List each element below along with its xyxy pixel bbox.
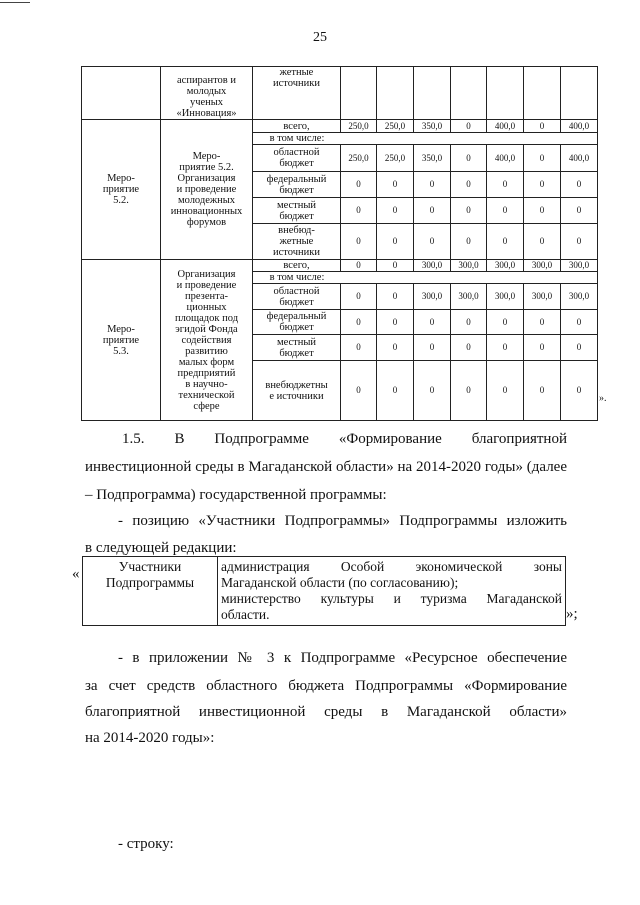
value-cell: 300,0 (524, 260, 561, 272)
value-cell: 0 (524, 335, 561, 361)
source-cell: областной бюджет (253, 145, 341, 172)
event-cell: Меро- приятие 5.3. (82, 260, 161, 421)
value-cell: 400,0 (487, 120, 524, 133)
table-row (82, 67, 598, 120)
value-cell (451, 67, 487, 120)
appendix-text-line: благоприятной инвестиционной среды в Магаданской области» (85, 704, 567, 720)
value-cell: 0 (414, 335, 451, 361)
participants-line: области. (221, 607, 270, 622)
value-cell: 0 (377, 198, 414, 224)
event-cell (82, 67, 161, 120)
appendix-text-line: - в приложении № 3 к Подпрограмме «Ресурсное обеспечение (118, 650, 567, 666)
value-cell: 0 (561, 198, 598, 224)
value-cell: 0 (377, 172, 414, 198)
value-cell: 400,0 (561, 145, 598, 172)
value-cell: 0 (561, 310, 598, 335)
value-cell: 0 (341, 260, 377, 272)
value-cell: 0 (524, 172, 561, 198)
value-cell: 0 (487, 335, 524, 361)
source-cell: областной бюджет (253, 284, 341, 310)
value-cell: 350,0 (414, 120, 451, 133)
value-cell: 0 (341, 310, 377, 335)
open-quote: « (72, 566, 80, 582)
section-text-line: – Подпрограмма) государственной программы: (85, 487, 387, 503)
value-cell: 0 (377, 361, 414, 421)
value-cell: 400,0 (487, 145, 524, 172)
value-cell: 250,0 (341, 145, 377, 172)
source-cell: всего, (253, 260, 341, 272)
value-cell: 0 (561, 172, 598, 198)
value-cell: 0 (561, 224, 598, 260)
value-cell: 0 (341, 198, 377, 224)
value-cell: 250,0 (377, 120, 414, 133)
source-cell: в том числе: (253, 272, 598, 284)
value-cell: 0 (377, 260, 414, 272)
table-row (83, 557, 566, 626)
source-cell: местный бюджет (253, 335, 341, 361)
value-cell: 0 (524, 145, 561, 172)
value-cell (561, 67, 598, 120)
value-cell: 0 (524, 361, 561, 421)
value-cell: 0 (487, 172, 524, 198)
source-cell: местный бюджет (253, 198, 341, 224)
value-cell: 300,0 (487, 260, 524, 272)
corner-line (0, 2, 30, 3)
value-cell: 0 (341, 172, 377, 198)
value-cell (414, 67, 451, 120)
appendix-text-line: за счет средств областного бюджета Подпрограммы «Формирование (85, 678, 567, 694)
value-cell: 300,0 (561, 284, 598, 310)
value-cell: 0 (377, 284, 414, 310)
close-quote: »; (566, 606, 578, 622)
source-cell: федеральный бюджет (253, 172, 341, 198)
value-cell: 250,0 (377, 145, 414, 172)
table-row (82, 120, 598, 133)
value-cell: 300,0 (414, 284, 451, 310)
value-cell (377, 67, 414, 120)
value-cell: 250,0 (341, 120, 377, 133)
participants-value (218, 557, 566, 626)
value-cell: 0 (561, 335, 598, 361)
value-cell: 300,0 (451, 260, 487, 272)
value-cell: 0 (524, 120, 561, 133)
value-cell: 0 (377, 310, 414, 335)
value-cell: 0 (487, 224, 524, 260)
value-cell: 0 (377, 335, 414, 361)
participants-line: министерство культуры и туризма Магаданской (221, 591, 562, 606)
participants-line: Магаданской области (по согласованию); (221, 575, 459, 590)
value-cell: 350,0 (414, 145, 451, 172)
value-cell: 300,0 (524, 284, 561, 310)
value-cell: 0 (341, 361, 377, 421)
source-cell: внебюджетны е источники (253, 361, 341, 421)
value-cell: 0 (451, 310, 487, 335)
value-cell: 0 (414, 361, 451, 421)
value-cell: 0 (341, 335, 377, 361)
value-cell: 0 (451, 335, 487, 361)
value-cell: 0 (414, 310, 451, 335)
page-number: 25 (313, 30, 327, 45)
value-cell (487, 67, 524, 120)
value-cell: 0 (451, 224, 487, 260)
value-cell: 0 (341, 224, 377, 260)
value-cell: 0 (451, 120, 487, 133)
value-cell: 0 (451, 145, 487, 172)
table-row (82, 260, 598, 272)
value-cell: 0 (524, 224, 561, 260)
value-cell: 400,0 (561, 120, 598, 133)
value-cell: 0 (487, 310, 524, 335)
source-cell: внебюд- жетные источники (253, 224, 341, 260)
value-cell: 0 (451, 172, 487, 198)
budget-table (81, 66, 598, 421)
value-cell: 300,0 (414, 260, 451, 272)
value-cell: 300,0 (451, 284, 487, 310)
description-cell: Меро- приятие 5.2. Организация и проведение молодежных инновационных форумов (161, 120, 253, 260)
value-cell: 0 (524, 198, 561, 224)
value-cell: 0 (414, 172, 451, 198)
value-cell: 0 (451, 198, 487, 224)
source-cell: в том числе: (253, 133, 598, 145)
table-closing-quote: ». (599, 393, 607, 404)
value-cell: 0 (487, 361, 524, 421)
source-cell: всего, (253, 120, 341, 133)
bullet-text-line: в следующей редакции: (85, 540, 237, 556)
value-cell: 300,0 (487, 284, 524, 310)
value-cell (524, 67, 561, 120)
value-cell: 300,0 (561, 260, 598, 272)
value-cell: 0 (414, 198, 451, 224)
appendix-text-line: на 2014-2020 годы»: (85, 730, 215, 746)
event-cell: Меро- приятие 5.2. (82, 120, 161, 260)
value-cell: 0 (451, 361, 487, 421)
section-heading-line: 1.5. В Подпрограмме «Формирование благоприятной (122, 431, 567, 447)
description-cell: Организация и проведение презента- ционных площадок под эгидой Фонда содействия развитию малых форм предприятий в научно- технической сфере (161, 260, 253, 421)
source-cell: жетные источники (253, 67, 341, 120)
participants-line: администрация Особой экономической зоны (221, 559, 562, 574)
value-cell: 0 (524, 310, 561, 335)
value-cell: 0 (341, 284, 377, 310)
value-cell: 0 (414, 224, 451, 260)
row-intro-text: - строку: (118, 836, 174, 852)
bullet-text-line: - позицию «Участники Подпрограммы» Подпрограммы изложить (118, 513, 567, 529)
value-cell: 0 (377, 224, 414, 260)
source-cell: федеральный бюджет (253, 310, 341, 335)
value-cell (341, 67, 377, 120)
value-cell: 0 (561, 361, 598, 421)
section-text-line: инвестиционной среды в Магаданской области» на 2014-2020 годы» (далее (85, 459, 567, 475)
description-cell: аспирантов и молодых ученых «Инновация» (161, 67, 253, 120)
value-cell: 0 (487, 198, 524, 224)
participants-table (82, 556, 566, 626)
participants-label: Участники Подпрограммы (83, 557, 218, 626)
